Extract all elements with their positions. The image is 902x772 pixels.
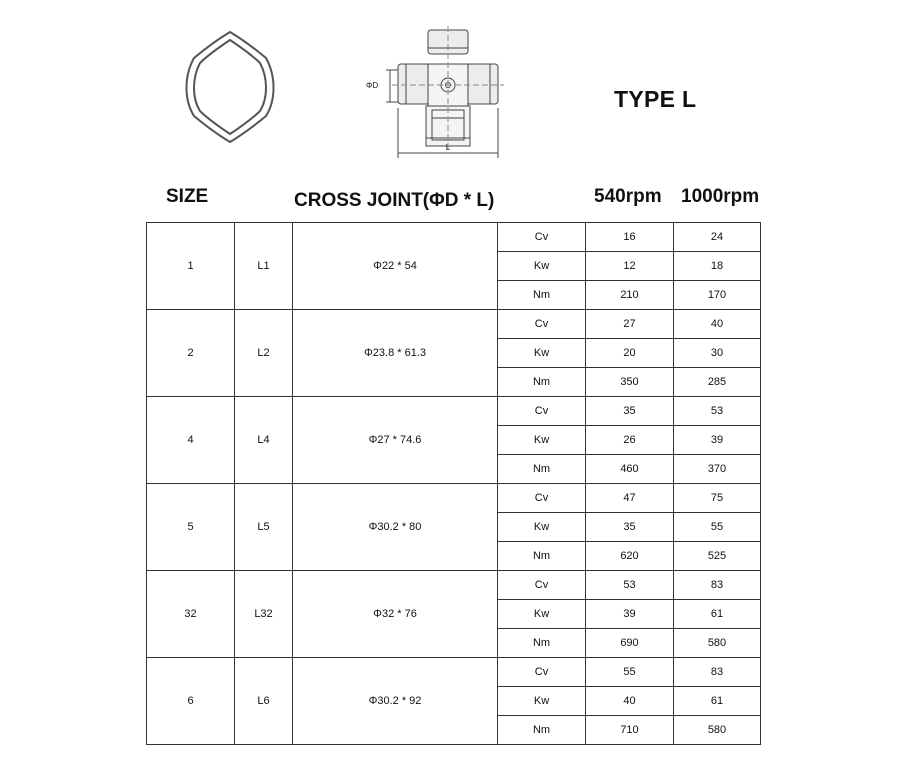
unit-cell: Kw <box>498 687 586 716</box>
rpm-540-value: 35 <box>586 397 674 426</box>
size-header: SIZE <box>166 186 209 207</box>
unit-cell: Nm <box>498 716 586 745</box>
dimension-cell: Φ27 * 74.6 <box>293 397 498 484</box>
unit-cell: Kw <box>498 339 586 368</box>
lemon-profile-drawing <box>182 28 278 146</box>
size-cell: 5 <box>147 484 235 571</box>
rpm-1000-value: 285 <box>674 368 761 397</box>
cross-joint-drawing <box>362 26 512 158</box>
spec-table-body <box>147 223 761 745</box>
rpm-1000-value: 580 <box>674 716 761 745</box>
rpm-1000-value: 55 <box>674 513 761 542</box>
unit-cell: Kw <box>498 600 586 629</box>
dimension-cell: Φ22 * 54 <box>293 223 498 310</box>
rpm-1000-value: 83 <box>674 571 761 600</box>
table-row <box>147 484 761 513</box>
unit-cell: Cv <box>498 397 586 426</box>
unit-cell: Nm <box>498 542 586 571</box>
dimension-cell: Φ23.8 * 61.3 <box>293 310 498 397</box>
rpm-1000-value: 61 <box>674 687 761 716</box>
unit-cell: Cv <box>498 310 586 339</box>
rpm-1000-value: 53 <box>674 397 761 426</box>
rpm-1000-value: 39 <box>674 426 761 455</box>
model-code-cell: L6 <box>235 658 293 745</box>
rpm-1000-value: 75 <box>674 484 761 513</box>
model-code-cell: L4 <box>235 397 293 484</box>
dimension-cell: Φ32 * 76 <box>293 571 498 658</box>
rpm-540-header: 540rpm <box>594 186 662 207</box>
rpm-1000-value: 30 <box>674 339 761 368</box>
rpm-1000-value: 370 <box>674 455 761 484</box>
rpm-540-value: 620 <box>586 542 674 571</box>
rpm-1000-header: 1000rpm <box>681 186 760 207</box>
rpm-540-value: 35 <box>586 513 674 542</box>
unit-cell: Nm <box>498 368 586 397</box>
unit-cell: Nm <box>498 281 586 310</box>
rpm-540-value: 210 <box>586 281 674 310</box>
size-cell: 6 <box>147 658 235 745</box>
rpm-540-value: 710 <box>586 716 674 745</box>
rpm-1000-value: 525 <box>674 542 761 571</box>
table-row <box>147 310 761 339</box>
rpm-540-value: 55 <box>586 658 674 687</box>
table-row <box>147 223 761 252</box>
unit-cell: Kw <box>498 252 586 281</box>
rpm-1000-value: 61 <box>674 600 761 629</box>
unit-cell: Cv <box>498 658 586 687</box>
table-row <box>147 397 761 426</box>
rpm-540-value: 26 <box>586 426 674 455</box>
model-code-cell: L1 <box>235 223 293 310</box>
rpm-540-value: 20 <box>586 339 674 368</box>
rpm-540-value: 39 <box>586 600 674 629</box>
unit-cell: Kw <box>498 513 586 542</box>
model-code-cell: L32 <box>235 571 293 658</box>
rpm-540-value: 350 <box>586 368 674 397</box>
size-cell: 32 <box>147 571 235 658</box>
rpm-540-value: 16 <box>586 223 674 252</box>
rpm-1000-value: 24 <box>674 223 761 252</box>
dimension-cell: Φ30.2 * 80 <box>293 484 498 571</box>
cross-joint-header: CROSS JOINT(ΦD * L) <box>294 190 495 211</box>
rpm-1000-value: 83 <box>674 658 761 687</box>
spec-table <box>146 222 761 745</box>
rpm-540-value: 40 <box>586 687 674 716</box>
size-cell: 2 <box>147 310 235 397</box>
length-label: L <box>445 143 451 152</box>
rpm-540-value: 47 <box>586 484 674 513</box>
rpm-540-value: 12 <box>586 252 674 281</box>
diameter-label: ΦD <box>366 81 379 90</box>
table-row <box>147 658 761 687</box>
dimension-cell: Φ30.2 * 92 <box>293 658 498 745</box>
rpm-540-value: 27 <box>586 310 674 339</box>
unit-cell: Kw <box>498 426 586 455</box>
rpm-1000-value: 18 <box>674 252 761 281</box>
unit-cell: Nm <box>498 629 586 658</box>
size-cell: 4 <box>147 397 235 484</box>
rpm-1000-value: 580 <box>674 629 761 658</box>
unit-cell: Nm <box>498 455 586 484</box>
rpm-540-value: 460 <box>586 455 674 484</box>
unit-cell: Cv <box>498 223 586 252</box>
rpm-540-value: 53 <box>586 571 674 600</box>
unit-cell: Cv <box>498 484 586 513</box>
model-code-cell: L5 <box>235 484 293 571</box>
model-code-cell: L2 <box>235 310 293 397</box>
unit-cell: Cv <box>498 571 586 600</box>
table-row <box>147 571 761 600</box>
rpm-540-value: 690 <box>586 629 674 658</box>
rpm-1000-value: 170 <box>674 281 761 310</box>
size-cell: 1 <box>147 223 235 310</box>
page-title: TYPE L <box>614 86 697 112</box>
rpm-1000-value: 40 <box>674 310 761 339</box>
